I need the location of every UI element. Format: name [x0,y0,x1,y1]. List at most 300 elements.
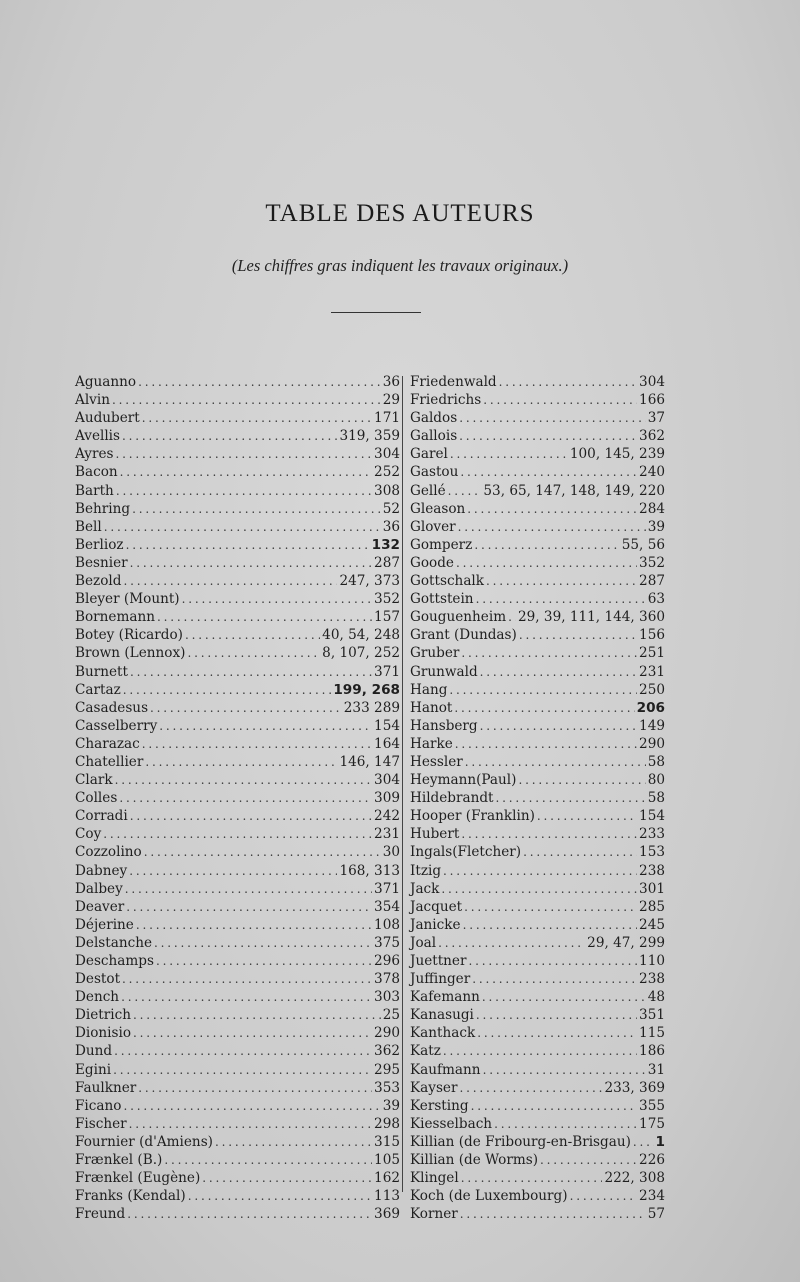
page-numbers: 242 [374,808,400,825]
author-name: Katz [410,1043,441,1060]
author-name: Gellé [410,482,446,499]
page-numbers: 284 [639,500,665,517]
page-numbers: 319, 359 [339,428,400,445]
index-entry [75,373,400,391]
author-name: Friedenwald [410,374,497,390]
dot-leader [215,1133,372,1151]
dot-leader [150,699,342,717]
dot-leader [129,1115,372,1133]
dot-leader [455,735,637,753]
dot-leader [130,663,372,681]
dot-leader [461,644,637,662]
dot-leader [483,391,637,409]
index-entry [410,988,665,1006]
index-entry [75,934,400,952]
author-name: Frænkel (B.) [75,1152,163,1169]
index-entry [410,1061,665,1079]
dot-leader [477,1024,637,1042]
author-name: Gastou [410,464,459,481]
page-numbers: 8, 107, 252 [322,645,400,662]
page-numbers: 31 [647,1061,665,1078]
author-name: Hildebrandt [410,790,494,807]
index-entry [410,735,665,753]
column-divider [402,376,403,1192]
index-entry [410,572,665,590]
author-name: Dund [75,1043,113,1060]
page-numbers: 168, 313 [339,862,400,879]
page-numbers: 362 [374,1043,400,1060]
author-name: Charazac [75,735,140,752]
index-entry [75,807,400,825]
index-entry [75,789,400,807]
page-numbers: 105 [374,1152,400,1169]
index-column-left [75,373,400,1223]
index-entry [410,536,665,554]
index-entry [410,771,665,789]
dot-leader [483,1061,646,1079]
dot-leader [126,536,370,554]
index-entry [75,554,400,572]
dot-leader [144,843,381,861]
author-name: Jacquet [410,898,463,915]
dot-leader [474,536,619,554]
page-numbers: 29, 39, 111, 144, 360 [517,609,665,626]
dot-leader [145,753,337,771]
dot-leader [443,1042,637,1060]
author-name: Galdos [410,410,458,427]
author-name: Garel [410,446,448,463]
dot-leader [119,789,372,807]
page-numbers: 29 [382,392,400,409]
index-entry [410,463,665,481]
dot-leader [448,482,482,500]
dot-leader [450,445,568,463]
index-entry [75,1061,400,1079]
author-name: Hansberg [410,717,478,734]
author-name: Aguanno [75,374,137,390]
index-entry [410,970,665,988]
author-name: Glover [410,518,456,535]
author-name: Hang [410,681,448,698]
page-numbers: 298 [374,1115,400,1132]
index-entry [75,572,400,590]
dot-leader [472,970,637,988]
author-name: Koch (de Luxembourg) [410,1188,568,1205]
index-entry [410,1133,665,1151]
author-name: Juffinger [410,971,471,988]
page-numbers: 25 [382,1007,400,1024]
page-numbers: 149 [639,717,665,734]
author-name: Freund [75,1206,126,1223]
page-numbers: 371 [374,663,400,680]
dot-leader [123,681,332,699]
index-entry [410,753,665,771]
page-numbers: 233 [639,826,665,843]
index-entry [75,753,400,771]
page-numbers: 113 [374,1188,400,1205]
index-entry [75,681,400,699]
page-numbers: 146, 147 [339,753,400,770]
author-name: Gallois [410,428,458,445]
author-name: Dench [75,989,120,1006]
index-entry [75,880,400,898]
index-entry [410,699,665,717]
index-entry [75,771,400,789]
author-name: Gomperz [410,536,473,553]
index-entry [410,898,665,916]
page-numbers: 304 [639,374,665,390]
page-numbers: 352 [639,554,665,571]
dot-leader [159,717,372,735]
dot-leader [482,988,646,1006]
index-column-right [410,373,665,1223]
page-numbers: 156 [639,627,665,644]
dot-leader [456,554,637,572]
dot-leader [496,789,646,807]
author-name: Bezold [75,573,122,590]
index-entry [410,1115,665,1133]
index-entry [410,934,665,952]
dot-leader [508,608,516,626]
index-entry [75,1187,400,1205]
dot-leader [122,970,372,988]
page-numbers: 285 [639,898,665,915]
dot-leader [438,934,585,952]
author-name: Kayser [410,1079,458,1096]
dot-leader [142,409,372,427]
page-numbers: 53, 65, 147, 148, 149, 220 [483,482,665,499]
index-entry [410,644,665,662]
index-entry [75,518,400,536]
index-entry [410,1205,665,1223]
page-numbers: 371 [374,880,400,897]
page-numbers: 132 [371,536,400,553]
page-numbers: 378 [374,971,400,988]
page-numbers: 58 [647,753,665,770]
page-numbers: 234 [639,1188,665,1205]
dot-leader [125,880,372,898]
author-name: Egini [75,1061,112,1078]
dot-leader [476,590,646,608]
index-entry [410,916,665,934]
page-numbers: 80 [647,772,665,789]
page-numbers: 48 [647,989,665,1006]
dot-leader [113,1061,372,1079]
index-entry [410,373,665,391]
author-name: Dabney [75,862,128,879]
index-entry [75,608,400,626]
author-name: Cartaz [75,681,121,698]
index-entry [410,1151,665,1169]
index-entry [410,1169,665,1187]
author-name: Deaver [75,898,125,915]
dot-leader [188,1187,372,1205]
dot-leader [157,608,372,626]
page-numbers: 295 [374,1061,400,1078]
page-numbers: 222, 308 [604,1170,665,1187]
index-entry [75,391,400,409]
author-name: Casselberry [75,717,158,734]
page-numbers: 58 [647,790,665,807]
index-entry [410,862,665,880]
page-numbers: 199, 268 [333,681,400,698]
index-entry [75,1024,400,1042]
page-numbers: 355 [639,1097,665,1114]
author-name: Botey (Ricardo) [75,627,183,644]
dot-leader [115,771,372,789]
dot-leader [570,1187,637,1205]
author-name: Déjerine [75,916,134,933]
index-entry [75,970,400,988]
dot-leader [480,717,637,735]
dot-leader [130,554,372,572]
title-rule [331,312,421,313]
page-numbers: 233 289 [343,699,400,716]
author-name: Korner [410,1206,458,1223]
author-name: Heymann(Paul) [410,772,517,789]
author-name: Kanthack [410,1025,476,1042]
page-numbers: 154 [639,808,665,825]
page-subtitle: (Les chiffres gras indiquent les travaux originaux.) [231,256,569,275]
index-entry [410,825,665,843]
author-name: Besnier [75,554,128,571]
author-name: Juettner [410,953,467,969]
page-numbers: 290 [374,1025,400,1042]
author-name: Friedrichs [410,392,482,409]
dot-leader [126,898,372,916]
page-numbers: 115 [639,1025,665,1042]
page-numbers: 153 [639,844,665,861]
dot-leader [187,644,320,662]
dot-leader [633,1133,654,1151]
index-entry [75,717,400,735]
dot-leader [138,373,381,391]
dot-leader [480,663,637,681]
dot-leader [459,409,646,427]
page-numbers: 186 [639,1043,665,1060]
author-name: Dalbey [75,880,123,897]
dot-leader [112,391,381,409]
page-numbers: 110 [639,953,665,969]
author-name: Franks (Kendal) [75,1188,186,1205]
dot-leader [154,934,372,952]
dot-leader [123,1097,380,1115]
author-name: Gottstein [410,591,474,608]
page-numbers: 231 [639,663,665,680]
index-entry [75,1151,400,1169]
dot-leader [459,1079,602,1097]
dot-leader [468,952,637,970]
dot-leader [499,373,637,391]
page-numbers: 296 [374,953,400,969]
dot-leader [120,463,372,481]
page-numbers: 157 [374,609,400,626]
page-numbers: 39 [647,518,665,535]
author-name: Gruber [410,645,460,662]
index-entry [75,1205,400,1223]
dot-leader [519,626,637,644]
page-numbers: 362 [639,428,665,445]
dot-leader [486,572,637,590]
index-entry [410,554,665,572]
page-numbers: 39 [382,1097,400,1114]
page-numbers: 171 [374,410,400,427]
index-entry [75,409,400,427]
page-numbers: 287 [639,573,665,590]
page-numbers: 30 [382,844,400,861]
author-name: Dietrich [75,1007,131,1024]
page-numbers: 301 [639,880,665,897]
author-name: Hessler [410,753,463,770]
page-numbers: 55, 56 [621,536,665,553]
index-entry [410,663,665,681]
dot-leader [122,427,337,445]
dot-leader [116,482,372,500]
index-entry [75,1097,400,1115]
author-name: Colles [75,790,118,807]
index-entry [410,500,665,518]
page-numbers: 303 [374,989,400,1006]
author-name: Janicke [410,916,461,933]
page-numbers: 375 [374,934,400,951]
index-entry [75,427,400,445]
author-name: Behring [75,500,131,517]
author-name: Destot [75,971,121,988]
index-entry [75,988,400,1006]
author-name: Grant (Dundas) [410,627,517,644]
author-name: Corradi [75,808,128,825]
dot-leader [133,1006,381,1024]
page-numbers: 315 [374,1133,400,1150]
dot-leader [182,590,372,608]
author-name: Berlioz [75,536,124,553]
dot-leader [463,916,637,934]
author-name: Gleason [410,500,466,517]
author-name: Barth [75,482,114,499]
dot-leader [494,1115,637,1133]
author-name: Chatellier [75,753,144,770]
dot-leader [461,825,637,843]
author-name: Bleyer (Mount) [75,591,180,608]
dot-leader [127,1205,372,1223]
index-entry [410,482,665,500]
page-numbers: 250 [639,681,665,698]
author-name: Kaufmann [410,1061,481,1078]
index-entry [75,735,400,753]
dot-leader [121,988,372,1006]
dot-leader [114,1042,372,1060]
dot-leader [460,1205,646,1223]
author-name: Fournier (d'Amiens) [75,1133,213,1150]
author-name: Delstanche [75,934,153,951]
index-entry [410,1079,665,1097]
author-name: Clark [75,772,113,789]
index-entry [410,518,665,536]
author-name: Dionisio [75,1025,132,1042]
index-entry [75,482,400,500]
dot-leader [441,880,637,898]
page-numbers: 231 [374,826,400,843]
author-name: Goode [410,554,454,571]
page-numbers: 63 [647,591,665,608]
dot-leader [164,1151,372,1169]
index-entry [75,1133,400,1151]
page-numbers: 354 [374,898,400,915]
index-entry [410,409,665,427]
index-entry [410,843,665,861]
page-numbers: 166 [639,392,665,409]
dot-leader [449,681,637,699]
page-numbers: 351 [639,1007,665,1024]
page-numbers: 238 [639,971,665,988]
author-name: Deschamps [75,953,154,969]
index-entry [410,1097,665,1115]
author-name: Fischer [75,1115,127,1132]
page-numbers: 369 [374,1206,400,1223]
author-name: Killian (de Fribourg-en-Brisgau) [410,1133,631,1150]
index-entry [75,699,400,717]
dot-leader [142,735,372,753]
dot-leader [537,807,637,825]
author-name: Gottschalk [410,573,485,590]
page-numbers: 245 [639,916,665,933]
page-numbers: 29, 47, 299 [587,934,665,951]
author-name: Audubert [75,410,140,427]
dot-leader [476,1006,637,1024]
index-entry [410,807,665,825]
author-name: Kanasugi [410,1007,474,1024]
dot-leader [461,1169,603,1187]
page-numbers: 309 [374,790,400,807]
author-name: Brown (Lennox) [75,645,186,662]
page-numbers: 40, 54, 248 [322,627,400,644]
page-numbers: 233, 369 [604,1079,665,1096]
index-entry [410,626,665,644]
index-entry [410,681,665,699]
page-numbers: 287 [374,554,400,571]
index-entry [75,536,400,554]
author-name: Ingals(Fletcher) [410,844,522,861]
page-numbers: 304 [374,772,400,789]
index-entry [410,608,665,626]
index-entry [410,391,665,409]
author-name: Bacon [75,464,118,481]
page-numbers: 36 [382,374,400,390]
dot-leader [123,572,337,590]
dot-leader [540,1151,637,1169]
dot-leader [523,843,637,861]
page-numbers: 36 [382,518,400,535]
dot-leader [133,1024,372,1042]
page-numbers: 252 [374,464,400,481]
index-entry [75,952,400,970]
author-name: Cozzolino [75,844,142,861]
page-numbers: 100, 145, 239 [569,446,665,463]
author-name: Bell [75,518,102,535]
dot-leader [132,500,381,518]
page-numbers: 238 [639,862,665,879]
page-numbers: 290 [639,735,665,752]
dot-leader [185,626,320,644]
index-entry [75,1079,400,1097]
index-entry [75,463,400,481]
dot-leader [518,771,645,789]
dot-leader [454,699,634,717]
dot-leader [130,807,372,825]
index-entry [410,1024,665,1042]
author-name: Ayres [75,446,114,463]
page-numbers: 251 [639,645,665,662]
